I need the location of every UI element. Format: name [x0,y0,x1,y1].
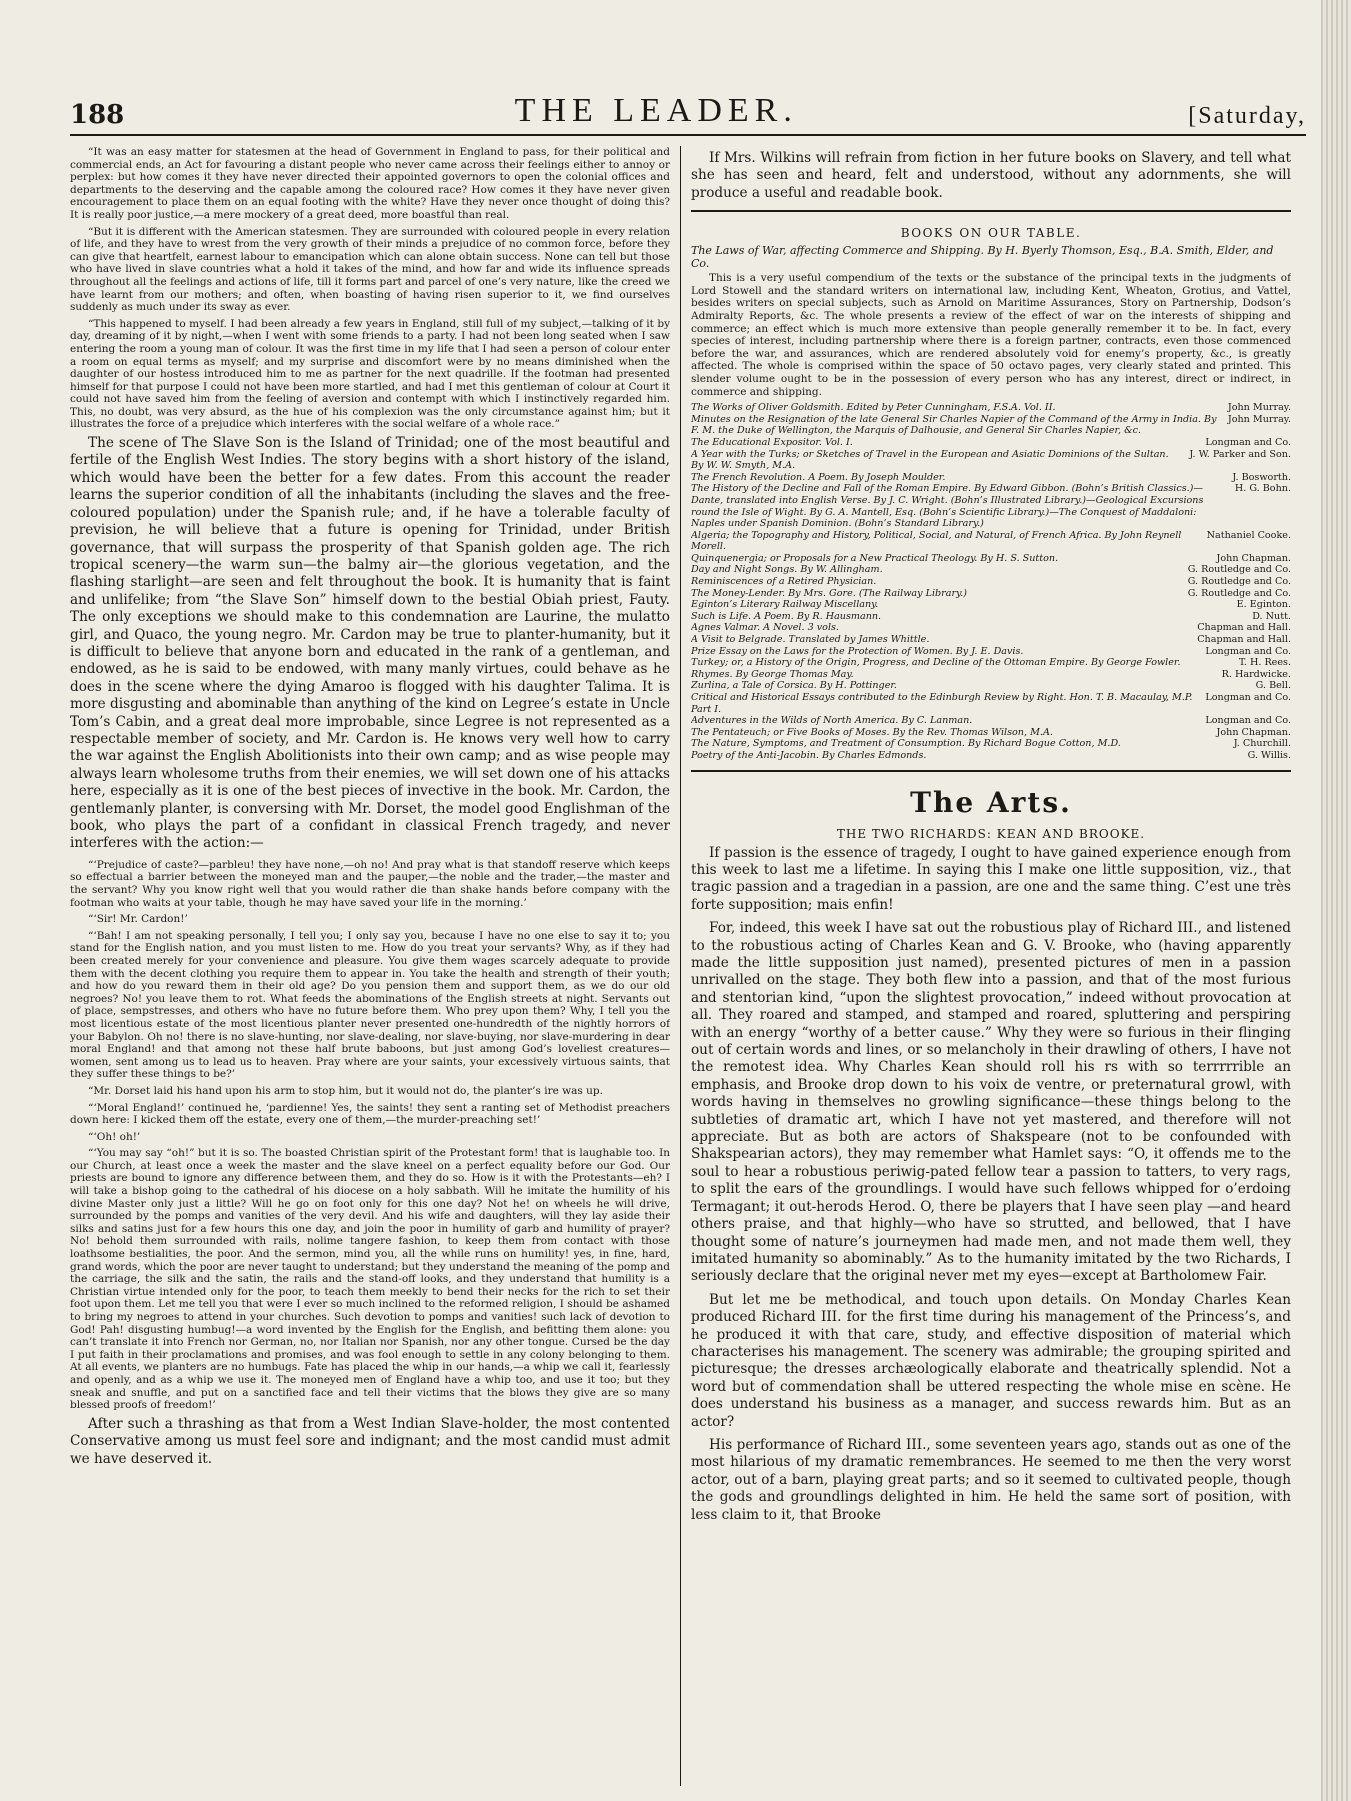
book-list-item [691,657,1291,669]
book-publisher: J. Bosworth. [1232,471,1291,483]
book-list-item [691,622,1291,634]
book-publisher: Longman and Co. [1205,715,1291,727]
book-title: The Works of Oliver Goldsmith. Edited by Peter Cunningham, F.S.A. Vol. II. [691,402,1056,414]
book-publisher: Nathaniel Cooke. [1206,529,1291,541]
book-title: Rhymes. By George Thomas May. [691,668,854,680]
book-title: The Nature, Symptoms, and Treatment of Consumption. By Richard Bogue Cotton, M.D. [691,738,1121,750]
page-number: 188 [70,100,125,130]
book-publisher: J. Churchill. [1233,738,1291,750]
quote-paragraph: “But it is different with the American statesmen. They are surrounded with coloured people in every relation of life, and they have to wrest from the very growth of their minds a prejudice of no common force, before they can give that heartfelt, earnest labour to emancipation which can alone obtain success. None can tell but those who have lived in slave countries what a hold it takes of the mind, and how far and wide its influence spreads throughout all the feelings and actions of life, till it forms part and parcel of one’s very nature, like the creed we have learnt from our mothers; and often, when boasting of having risen superior to it, we find ourselves suddenly as much under its sway as ever. [70,225,670,314]
book-list-item [691,449,1291,472]
book-publisher: Chapman and Hall. [1197,622,1291,634]
book-list-item [691,576,1291,588]
book-review: This is a very useful compendium of the texts or the substance of the principal texts in the judgments of Lord Stowell and the standard writers on international law, including Kent, Wheaton, Grotius, and Vattel, besides writers on special subjects, such as Arnold on Maritime Assurances, Story on Partnership, Dodson’s Admiralty Reports, &c. The whole presents a review of the effect of war on the interests of shipping and commerce; an effect which is much more extensive than people generally remember it to be. In fact, every species of interest, including partnership where there is a foreign partner, contracts, even those commenced before the war, and assurances, which are rendered absolutely void for enemy’s property, &c., is greatly affected. The whole is comprised within the space of 50 octavo pages, very clearly stated and printed. This slender volume ought to be in the possession of every person who has any interest, direct or indirect, in commerce and shipping. [691,272,1291,398]
book-title: Quinquenergia; or Proposals for a New Practical Theology. By H. S. Sutton. [691,552,1059,564]
book-publisher: G. Bell. [1255,680,1291,692]
closing-paragraph: After such a thrashing as that from a West Indian Slave-holder, the most contented Conservative among us must feel sore and indignant; and the most candid must admit we have deserved it. [70,1415,670,1467]
book-list [691,402,1291,761]
quote-paragraph: “‘Prejudice of caste?—parbleu! they have none,—oh no! And pray what is that standoff reserve which keeps so effectual a barrier between the moneyed man and the pauper,—the noble and the trader,—the master and the servant? Why you know right well that you would rather die than shake hands before company with the footman who waits at your table, though he may have saved your life in the morning.’ [70,858,670,909]
book-publisher: Longman and Co. [1205,645,1291,657]
book-publisher: G. Routledge and Co. [1187,564,1291,576]
columns [70,146,1306,1786]
book-title: The Money-Lender. By Mrs. Gore. (The Railway Library.) [691,587,968,599]
book-title: The Pentateuch; or Five Books of Moses. By the Rev. Thomas Wilson, M.A. [691,726,1053,738]
quote-paragraph: “Mr. Dorset laid his hand upon his arm to stop him, but it would not do, the planter’s ire was up. [88,1084,603,1097]
book-list-item [691,727,1291,739]
book-list-item [691,738,1291,750]
book-publisher: Longman and Co. [1205,692,1291,703]
quote-paragraph: “‘Sir! Mr. Cardon!’ [88,913,188,926]
book-list-item [691,715,1291,727]
book-title: Zurlina, a Tale of Corsica. By H. Pottinger. [691,680,897,692]
book-publisher: John Chapman. [1216,552,1291,564]
book-list-item [691,634,1291,646]
book-publisher: D. Nutt. [1252,610,1291,622]
book-publisher: John Murray. [1227,413,1291,425]
book-title: Day and Night Songs. By W. Allingham. [691,564,883,576]
intro-paragraph: If Mrs. Wilkins will refrain from fiction in her future books on Slavery, and tell what she has seen and heard, felt and understood, without any adornments, she will produce a useful and readable book. [691,150,1291,201]
book-title: Agnes Valmar. A Novel. 3 vols. [691,622,839,634]
book-publisher: H. G. Bohn. [1234,483,1291,495]
book-publisher: John Murray. [1227,402,1291,414]
book-list-item [691,530,1291,553]
masthead-day: [Saturday, [1188,103,1306,129]
article-paragraph: If passion is the essence of tragedy, I ought to have gained experience enough from this week to last me a lifetime. In saying this I make one little supposition, viz., that tragic passion and a tragedian in a passion, are one and the same thing. C’est une très forte supposition; mais enfin! [691,844,1291,913]
book-title: The French Revolution. A Poem. By Joseph Moulder. [691,471,946,483]
article-heading: THE TWO RICHARDS: KEAN AND BROOKE. [836,826,1146,841]
book-list-item [691,564,1291,576]
section-divider [691,210,1291,212]
book-title: The History of the Decline and Fall of the Roman Empire. By Edward Gibbon. (Bohn’s British Classics.)—Dante, translated into English Verse. By J. C. Wright. (Bohn’s Illustrated Library.)—Geological Excursions round the Isle of Wight. By G. A. Mantell, Esq. (Bohn’s Scientific Library.)—The Conquest of Maddaloni: Naples under Spanish Dominion. (Bohn’s Standard Library.) [691,483,1204,530]
column-rule [680,146,681,1786]
article-paragraph: But let me be methodical, and touch upon details. On Monday Charles Kean produced Richard III. for the first time during his management of the Princess’s, and he produced it with that care, study, and effective disposition of material which characterises his management. The scenery was admirable; the grouping spirited and picturesque; the dresses archæologically elaborate and theatrically splendid. Not a word but of commendation shall be uttered respecting the whole mise en scène. He does understand his business as a manager, and success rewards him. But as an actor? [691,1291,1291,1430]
right-column [691,146,1291,1786]
book-publisher: John Chapman. [1216,726,1291,738]
book-publisher: E. Eginton. [1236,599,1291,611]
page-header [70,90,1306,136]
book-publisher: J. W. Parker and Son. [1189,448,1291,460]
book-list-item [691,402,1291,414]
book-title: Prize Essay on the Laws for the Protection of Women. By J. E. Davis. [691,645,1024,657]
book-publisher: Longman and Co. [1205,436,1291,448]
masthead-title: THE LEADER. [514,92,798,129]
section-divider [691,770,1291,772]
book-publisher: Chapman and Hall. [1197,634,1291,646]
quote-paragraph: “‘Bah! I am not speaking personally, I tell you; I only say you, because I have no one else to say it to; you stand for the English nation, and you must listen to me. How do you treat your servants? Why, as if they had been created merely for your convenience and pleasure. You give them wages scarcely adequate to provide them with the decent clothing you require them to appear in. You take the health and strength of their youth; and how do you reward them in their old age? Do you pension them and support them, as we do our old negroes? No! you leave them to rot. What feeds the abominations of the English streets at night. Servants out of place, sempstresses, and others who have no future before them. Who prey upon them? Why, I tell you the most licentious estate of the most licentious planter never presented one-hundredth of the nightly horrors of your Babylon. Oh no! there is no slave-hunting, nor slave-dealing, nor slave-buying, nor slave-murdering in dear moral England! and that among not these half brute baboons, but just among God’s loveliest creatures—women, sent among us to lead us to heaven. Pray where are your saints, your excessively virtuous saints, that they suffer these things to be?’ [70,929,670,1081]
quote-paragraph: “‘Oh! oh!’ [88,1130,141,1143]
book-title: Reminiscences of a Retired Physician. [691,576,877,588]
books-heading: BOOKS ON OUR TABLE. [900,226,1082,241]
book-list-item [691,437,1291,449]
scan-edge [1321,0,1351,1801]
quote-paragraph: “This happened to myself. I had been already a few years in England, still full of my subject,—talking of it by day, dreaming of it by night,—when I went with some friends to a party. I had not been long seated when I saw entering the room a young man of colour. It was the first time in my life that I had seen a person of colour enter a room on equal terms as myself; and my surprise and discomfort were by no means diminished when the daughter of our hostess introduced him to me as partner for the next quadrille. If the footman had presented himself for that purpose I could not have been more startled, and had I met this gentleman of colour at Court it could not have saved him from the feeling of aversion and contempt with which I instinctively regarded him. This, no doubt, was very absurd, as the hue of his complexion was the only circumstance against him; but it illustrates the force of a prejudice which interferes with the social welfare of a whole race.” [70,317,670,431]
book-list-item [691,750,1291,762]
quote-paragraph: “‘You may say “oh!” but it is so. The boasted Christian spirit of the Protestant form! that is laughable too. In our Church, at least once a week the master and the slave kneel on a perfect equality before our God. Our priests are bound to ignore any difference between them, and they do so. How is it with the Protestants—eh? I will take a bishop going to the cathedral of his diocese on a holy sabbath. Will he imitate the humility of his divine Master only just a little? Will he go on foot only for this one day? Not he! on wheels he will drive, surrounded by the pomps and vanities of the very devil. And his wife and daughters, will they lay aside their silks and satins just for a few hours this one day, and join the poor in humility of garb and humility of prayer? No! behold them surrounded with rails, nolime tangere fashion, to keep them from contact with those loathsome bestialities, the poor. And the sermon, mind you, all the while runs on humility! yes, in fine, hard, grand words, which the poor are never taught to understand; but they understand the meaning of the pomp and the carriage, the silk and the satin, the rails and the stand-off looks, and they understand that humility is a Christian virtue intended only for the poor, to teach them meekly to bend their necks for the rich to set their foot upon them. Let me tell you that were I ever so much inclined to the reformed religion, I should be ashamed to bring my negroes to attend in your churches. Such devotion to pomps and vanities! such lack of devotion to God! Pah! disgusting humbug!—a word invented by the English for the English, and befitting them alone: you can’t translate it into French nor German, no, nor Italian nor Spanish, nor any other tongue. Cursed be the day I put faith in their proclamations and promises, and was fool enough to settle in any colony belonging to them. At all events, we planters are no humbugs. Fate has placed the whip in our hands,—a whip we call it, fearlessly and openly, and as a whip we use it. The moneyed men of England have a whip too, and use it too; but they sneak and snuffle, and put on a sanctified face and tell their victims that the blows they give are so many blessed proofs of freedom!’ [70,1147,670,1412]
book-title: A Visit to Belgrade. Translated by James Whittle. [691,634,930,646]
article-paragraph: His performance of Richard III., some seventeen years ago, stands out as one of the most hilarious of my dramatic remembrances. He seemed to me then the very worst actor, out of a barn, playing great parts; and so it seemed to cultivated people, though the gods and groundlings delighted in him. He held the same sort of position, with less claim to it, that Brooke [691,1436,1291,1523]
quote-paragraph: “It was an easy matter for statesmen at the head of Government in England to pass, for their political and commercial ends, an Act for favouring a distant people who never came across their feelings either to annoy or perplex: but how comes it they have never directed their appointed governors to open the colonial offices and departments to the deserving and the capable among the coloured race? How comes it they have never given encouragement to place them on an equal footing with the white? Have they never once thought of doing this? It is really poor justice,—a mere mockery of a great deed, more boastful than real. [70,146,670,221]
book-publisher: R. Hardwicke. [1221,668,1291,680]
book-title: Eginton’s Literary Railway Miscellany. [691,599,879,611]
book-list-item [691,680,1291,692]
book-list-item [691,669,1291,681]
left-column [70,146,670,1786]
book-list-item [691,483,1291,529]
book-list-item [691,472,1291,484]
book-title: A Year with the Turks; or Sketches of Travel in the European and Asiatic Dominions of the Sultan. By W. W. Smyth, M.A. [691,448,1169,472]
article-paragraph: For, indeed, this week I have sat out the robustious play of Richard III., and listened to the robustious acting of Charles Kean and G. V. Brooke, who (having apparently made the little supposition just named), presented pictures of men in a passion unrivalled on the stage. They both flew into a passion, and that of the most furious and stentorian kind, “upon the slightest provocation,” indeed without provocation at all. They roared and stamped, and stamped and roared, spluttering and perspiring with an energy “worthy of a better cause.” Why they were so furious in their flinging out of certain words and lines, or so melancholy in their drawling of others, I have not the remotest idea. Why Charles Kean should roll his rs with so terrrrrible an emphasis, and Brooke drop down to his voix de ventre, or preternatural growl, with words having in themselves no growling significance—these things belong to the subtleties of dramatic art, which I have not yet mastered, and therefore will not appreciate. But as both are actors of Shakspeare (not to be confounded with Shakspearian actors), they may remember what Hamlet says: “O, it offends me to the soul to hear a robustious periwig-pated fellow tear a passion to tatters, to very rags, to split the ears of the groundlings. I would have such fellows whipped for o’erdoing Termagant; it out-herods Herod. O, there be players that I have seen play —and heard others praise, and that highly—who have so strutted, and bellowed, that I have thought some of nature’s journeymen had made men, and not made them well, they imitated humanity so abominably.” As to the humanity imitated by the two Richards, I seriously declare that the original never met my eyes—except at Bartholomew Fair. [691,920,1291,1285]
book-title: Turkey; or, a History of the Origin, Progress, and Decline of the Ottoman Empire. By George Fowler. [691,657,1181,669]
book-title: Critical and Historical Essays contributed to the Edinburgh Review by Right. Hon. T. B. Macaulay, M.P. Part I. [691,692,1193,715]
arts-heading: The Arts. [910,785,1072,819]
book-title: Such is Life. A Poem. By R. Hausmann. [691,610,882,622]
book-title: Algeria; the Topography and History, Political, Social, and Natural, of French Africa. By John Reynell Morell. [691,529,1182,553]
book-title: The Educational Expositor. Vol. I. [691,436,853,448]
book-publisher: G. Routledge and Co. [1187,587,1291,599]
book-list-item [691,646,1291,658]
book-publisher: G. Routledge and Co. [1187,576,1291,588]
book-list-item [691,599,1291,611]
book-publisher: G. Willis. [1247,749,1291,761]
book-list-item [691,692,1291,715]
book-list-item [691,414,1291,437]
book-list-item [691,611,1291,623]
book-title: Poetry of the Anti-Jacobin. By Charles Edmonds. [691,749,927,761]
book-publisher: T. H. Rees. [1238,657,1291,669]
book-lead: The Laws of War, affecting Commerce and Shipping. By H. Byerly Thomson, Esq., B.A. Smith, Elder, and Co. [691,244,1274,271]
book-list-item [691,588,1291,600]
book-title: Adventures in the Wilds of North America. By C. Lanman. [691,715,973,727]
book-title: Minutes on the Resignation of the late General Sir Charles Napier of the Command of the Army in India. By F. M. the Duke of Wellington, the Marquis of Dalhousie, and General Sir Charles Napier, &c. [691,413,1217,437]
quote-paragraph: “‘Moral England!’ continued he, ‘pardienne! Yes, the saints! they sent a ranting set of Methodist preachers down here: I kicked them off the estate, every one of them,—the murder-preaching set!’ [70,1101,670,1127]
review-paragraph: The scene of The Slave Son is the Island of Trinidad; one of the most beautiful and fertile of the English West Indies. The story begins with a short history of the island, which would have been the better for a few dates. From this account the reader learns the superior condition of all the inhabitants (including the slaves and the free-coloured population) under the Spanish rule; and, if he have a tolerable faculty of prevision, he will believe that a future is opening for Trinidad, under British governance, that will surpass the prosperity of that Spanish golden age. The rich tropical scenery—the warm sun—the balmy air—the glorious vegetation, and the flashing starlight—are seen and felt throughout the book. It is humanity that is faint and unlifelike; from “the Slave Son” himself down to the bestial Obiah priest, Fauty. The only exceptions we should make to this condemnation are Laurine, the mulatto girl, and Quaco, the young negro. Mr. Cardon may be true to planter-humanity, but it is difficult to believe that anyone born and educated in the rank of a gentleman, and endowed, as he is said to be endowed, with many manly virtues, could behave as he does in the scene where the dying Amaroo is flogged with his daughter Talima. It is more disgusting and abominable than anything of the kind on Legree’s estate in Uncle Tom’s Cabin, and a great deal more improbable, since Legree is not represented as a respectable member of society, and Mr. Cardon is. He knows very well how to carry the war against the English Abolitionists into their own camp; and as wise people may always learn wholesome truths from their enemies, we will set down one of his attacks here, especially as it is one of the best pieces of invective in the book. Mr. Cardon, the gentlemanly planter, is conversing with Mr. Dorset, the model good Englishman of the book, who plays the part of a confidant in classical French tragedy, and never interferes with the action:— [70,435,670,852]
book-list-item [691,553,1291,565]
